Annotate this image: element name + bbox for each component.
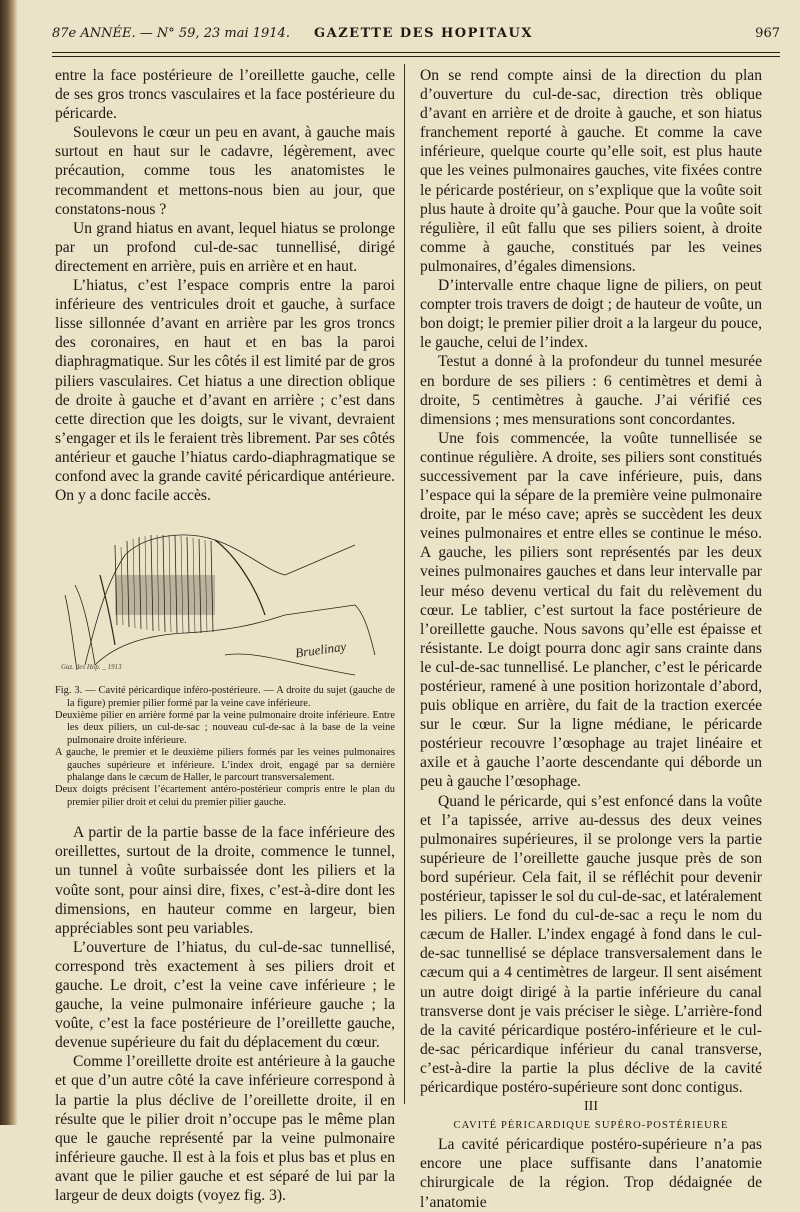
figure-caption [55, 685, 395, 809]
caption-line: Fig. 3. — Cavité péricardique inféro-postérieure. — A droite du sujet (gauche de la figure) premier pilier formé par la veine cave inférieure. [55, 685, 395, 709]
header-rule-double [52, 56, 780, 57]
binding-edge [0, 0, 18, 1125]
paragraph: Quand le péricarde, qui s’est enfoncé dans la voûte et l’a tapissée, arrive au-dessus des deux veines pulmonaires supérieures, il se prolonge vers la partie supérieure de l’oreillette gauche jusque près de son bord supérieur. Cela fait, il se réfléchit pour devenir postérieur, tapisser le sol du cul-de-sac, et latéralement les piliers. Le fond du cul-de-sac a reçu le nom du cæcum de Haller. L’index engagé à fond dans le cul-de-sac tunnellisé se déplace transversalement dans le cæcum qui a 4 centimètres de largeur. Il sent aisément un autre doigt dirigé à la partie inférieure du canal transverse dont je vais préciser le siège. L’arrière-fond de la cavité péricardique postéro-inférieure et le cul-de-sac péricardique inférieur du canal transverse, c’est-à-dire la partie la plus déclive de la cavité péricardique postéro-supérieure sont donc contigus. [420, 792, 762, 1096]
caption-line: Deux doigts précisent l’écartement antéro-postérieur compris entre le plan du premier pilier droit et celui du premier pilier gauche. [55, 784, 395, 808]
paragraph: A partir de la partie basse de la face inférieure des oreillettes, surtout de la droite, commence le tunnel, un tunnel à voûte surbaissée dont les piliers et la voûte sont, pour ainsi dire, fixes, c’est-à-dire dont les dimensions, en hauteur comme en largeur, bien appréciables sont peu variables. [55, 824, 395, 937]
paragraph: entre la face postérieure de l’oreillette gauche, celle de ses gros troncs vasculaires et la face postérieure du péricarde. [55, 67, 395, 123]
paragraph: L’ouverture de l’hiatus, du cul-de-sac tunnellisé, correspond très exactement à ses piliers droit et gauche. Le droit, c’est la veine cave inférieure ; le gauche, la veine pulmonaire inférieure gauche ; la voûte, c’est la face postérieure de l’oreillette gauche, devenue supérieure du fait du déplacement du cœur. [55, 938, 395, 1052]
journal-title: GAZETTE DES HOPITAUX [314, 26, 533, 41]
column-separator [404, 64, 405, 1104]
engraver-credit: Gaz. des Hop. _ 1913 [61, 663, 122, 672]
figure-engraving [55, 515, 395, 681]
artist-signature: Bruelinay [294, 638, 348, 661]
paragraph: On se rend compte ainsi de la direction du plan d’ouverture du cul-de-sac, direction très oblique d’avant en arrière et de droite à gauche, et son hiatus franchement reporté à gauche. Et comme la cave inférieure, quelque courte qu’elle soit, est plus haute que les veines pulmonaires gauches, vite fixées contre le péricarde postérieur, on s’explique que la voûte soit plus haute à droite qu’à gauche. Pour que la voûte soit régulière, il eût fallu que ses piliers soient, à droite comme à gauche, constitués par les veines pulmonaires, d’égales dimensions. [420, 67, 762, 275]
paragraph: Soulevons le cœur un peu en avant, à gauche mais surtout en haut sur le cadavre, légèrement, avec précaution, comme tous les anatomistes le recommandent et mettons-nous bien au jour, que constatons-nous ? [55, 124, 395, 218]
section-title: CAVITÉ PÉRICARDIQUE SUPÉRO-POSTÉRIEURE [453, 1120, 729, 1132]
right-column [420, 66, 762, 1211]
paragraph: Un grand hiatus en avant, lequel hiatus se prolonge par un profond cul-de-sac tunnellisé, dirigé directement en arrière, puis en arrière et en haut. [55, 219, 395, 275]
paragraph: La cavité péricardique postéro-supérieure n’a pas encore une place suffisante dans l’anatomie chirurgicale de la région. Trop dédaignée de l’anatomie [420, 1136, 762, 1211]
paragraph: D’intervalle entre chaque ligne de piliers, on peut compter trois travers de doigt ; de hauteur de voûte, un bon doigt; le premier pilier droit a la largeur du pouce, le gauche, celui de l’index. [420, 277, 762, 352]
header-rule [52, 52, 780, 53]
running-header [52, 26, 780, 52]
issue-info: 87e ANNÉE. — N° 59, 23 mai 1914. [52, 26, 290, 41]
anatomical-figure [55, 515, 395, 681]
caption-line: Deuxième pilier en arrière formé par la veine pulmonaire droite inférieure. Entre les deux piliers, un cul-de-sac ; nouveau cul-de-sac à la base de la veine pulmonaire droite inférieure. [55, 709, 395, 746]
caption-line: A gauche, le premier et le deuxième piliers formés par les veines pulmonaires gauches supérieure et inférieure. L’index droit, engagé par sa dernière phalange dans le cæcum de Haller, le parcourt transversalement. [55, 747, 395, 783]
left-column [55, 66, 395, 1204]
paragraph: Comme l’oreillette droite est antérieure à la gauche et que d’un autre côté la cave inférieure correspond à la partie la plus déclive de l’oreillette droite, il en résulte que le pilier droit n’occupe pas le même plan que le gauche représenté par la veine pulmonaire inférieure gauche. Il est à la fois et plus bas et plus en avant que le pilier gauche et est séparé de lui par la largeur de deux doigts (voyez fig. 3). [55, 1053, 395, 1204]
page-number: 967 [755, 26, 780, 41]
paragraph: Testut a donné à la profondeur du tunnel mesurée en bordure de ses piliers : 6 centimètres et demi à droite, 5 centimètres à gauche. J’ai vérifié ces dimensions ; mes mensurations sont concordantes. [420, 353, 762, 428]
section-number: III [584, 1099, 598, 1115]
paragraph: L’hiatus, c’est l’espace compris entre la paroi inférieure des ventricules droit et gauche, à surface lisse sillonnée d’avant en arrière par les gros troncs des coronaires, en haut et en bas la paroi diaphragmatique. Sur les côtés il est limité par de gros piliers vasculaires. Cet hiatus a une direction oblique de droite à gauche et d’avant en arrière ; c’est dans cette direction que les doigts, sur le vivant, devraient s’engager et ils le feraient très librement. Par ses côtés antérieur et gauche l’hiatus cardo-diaphragmatique se confond avec la grande cavité péricardique antérieure. On y a donc facile accès. [55, 277, 395, 505]
paragraph: Une fois commencée, la voûte tunnellisée se continue régulière. A droite, ses piliers sont constitués successivement par la cave inférieure, puis, dans l’espace qui la sépare de la première veine pulmonaire droite, par le méso cave; après se succèdent les deux veines pulmonaires et entre elles se continue le méso. A gauche, les piliers sont représentés par les deux veines pulmonaires gauches et dans leur intervalle par leur méso devenu vertical du fait du relèvement du cœur. Le tablier, c’est surtout la face postérieure de l’oreillette gauche. Nous savons qu’elle est épaisse et résistante. Le doigt pourra donc agir sans crainte dans le cul-de-sac tunnellisé. Le plancher, c’est le péricarde postérieur, ramené à une position horizontale d’abord, puis oblique en arrière, du fait de la traction exercée sur le cœur. Sur la ligne médiane, le péricarde postérieur recouvre l’œsophage au trajet linéaire et axile et à gauche l’aorte descendante qui déborde un peu à gauche l’œsophage. [420, 429, 762, 791]
